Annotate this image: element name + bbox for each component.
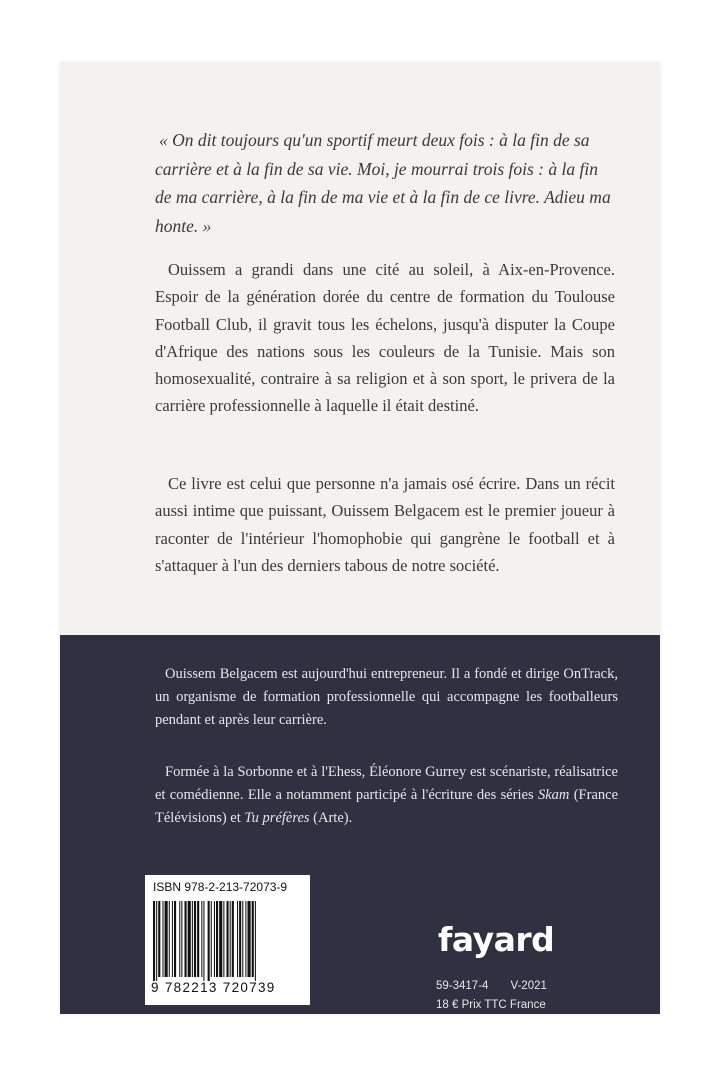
price-label: 18 € Prix TTC France — [436, 999, 546, 1011]
coauthor-bio-text-mid: (France Télévisions) et — [155, 787, 619, 826]
coauthor-bio — [155, 761, 618, 830]
book-back-cover — [60, 62, 660, 1014]
cover-top-section — [60, 62, 660, 635]
coauthor-bio-text-end: (Arte). — [309, 810, 353, 826]
isbn-label: ISBN 978-2-213-72073-9 — [153, 880, 288, 894]
description-paragraph-2: Ce livre est celui que personne n'a jamais osé écrire. Dans un récit aussi intime que puissant, Ouissem Belgacem est le premier joueur à raconter de l'intérieur l'homophobie qui gangrène le football et à s'attaquer à l'un des derniers tabous de notre société. — [155, 474, 615, 575]
pull-quote: « On dit toujours qu'un sportif meurt deux fois : à la fin de sa carrière et à la fin de sa vie. Moi, je mourrai trois fois : à la fin de ma carrière, à la fin de ma vie et à la fin de ce livre. Adieu ma honte. » — [155, 130, 611, 236]
barcode-box — [145, 875, 310, 1005]
coauthor-bio-text: Formée à la Sorbonne et à l'Ehess, Éléonore Gurrey est scénariste, réalisatrice et comédienne. Elle a notamment participé à l'écriture des séries — [155, 764, 618, 803]
series-title-tu-preferes: Tu préfères — [244, 810, 310, 826]
series-title-skam: Skam — [537, 787, 570, 803]
author-bio: Ouissem Belgacem est aujourd'hui entrepreneur. Il a fondé et dirige OnTrack, un organisme de formation professionnelle qui accompagne les footballeurs pendant et après leur carrière. — [155, 666, 618, 728]
product-code: 59-3417-4 — [436, 980, 489, 992]
version-code: V-2021 — [510, 980, 547, 992]
barcode-digits: 9 782213 720739 — [151, 980, 276, 995]
publisher-logo: fayard — [438, 920, 555, 959]
cover-bottom-band — [60, 635, 660, 1014]
barcode-icon — [151, 901, 304, 981]
edition-codes — [436, 980, 547, 992]
description-paragraph-1: Ouissem a grandi dans une cité au soleil, à Aix-en-Provence. Espoir de la génération dorée du centre de formation du Toulouse Football Club, il gravit tous les échelons, jusqu'à disputer la Coupe d'Afrique des nations sous les couleurs de la Tunisie. Mais son homosexualité, contraire à sa religion et à son sport, le privera de la carrière professionnelle à laquelle il était destiné. — [155, 260, 615, 416]
